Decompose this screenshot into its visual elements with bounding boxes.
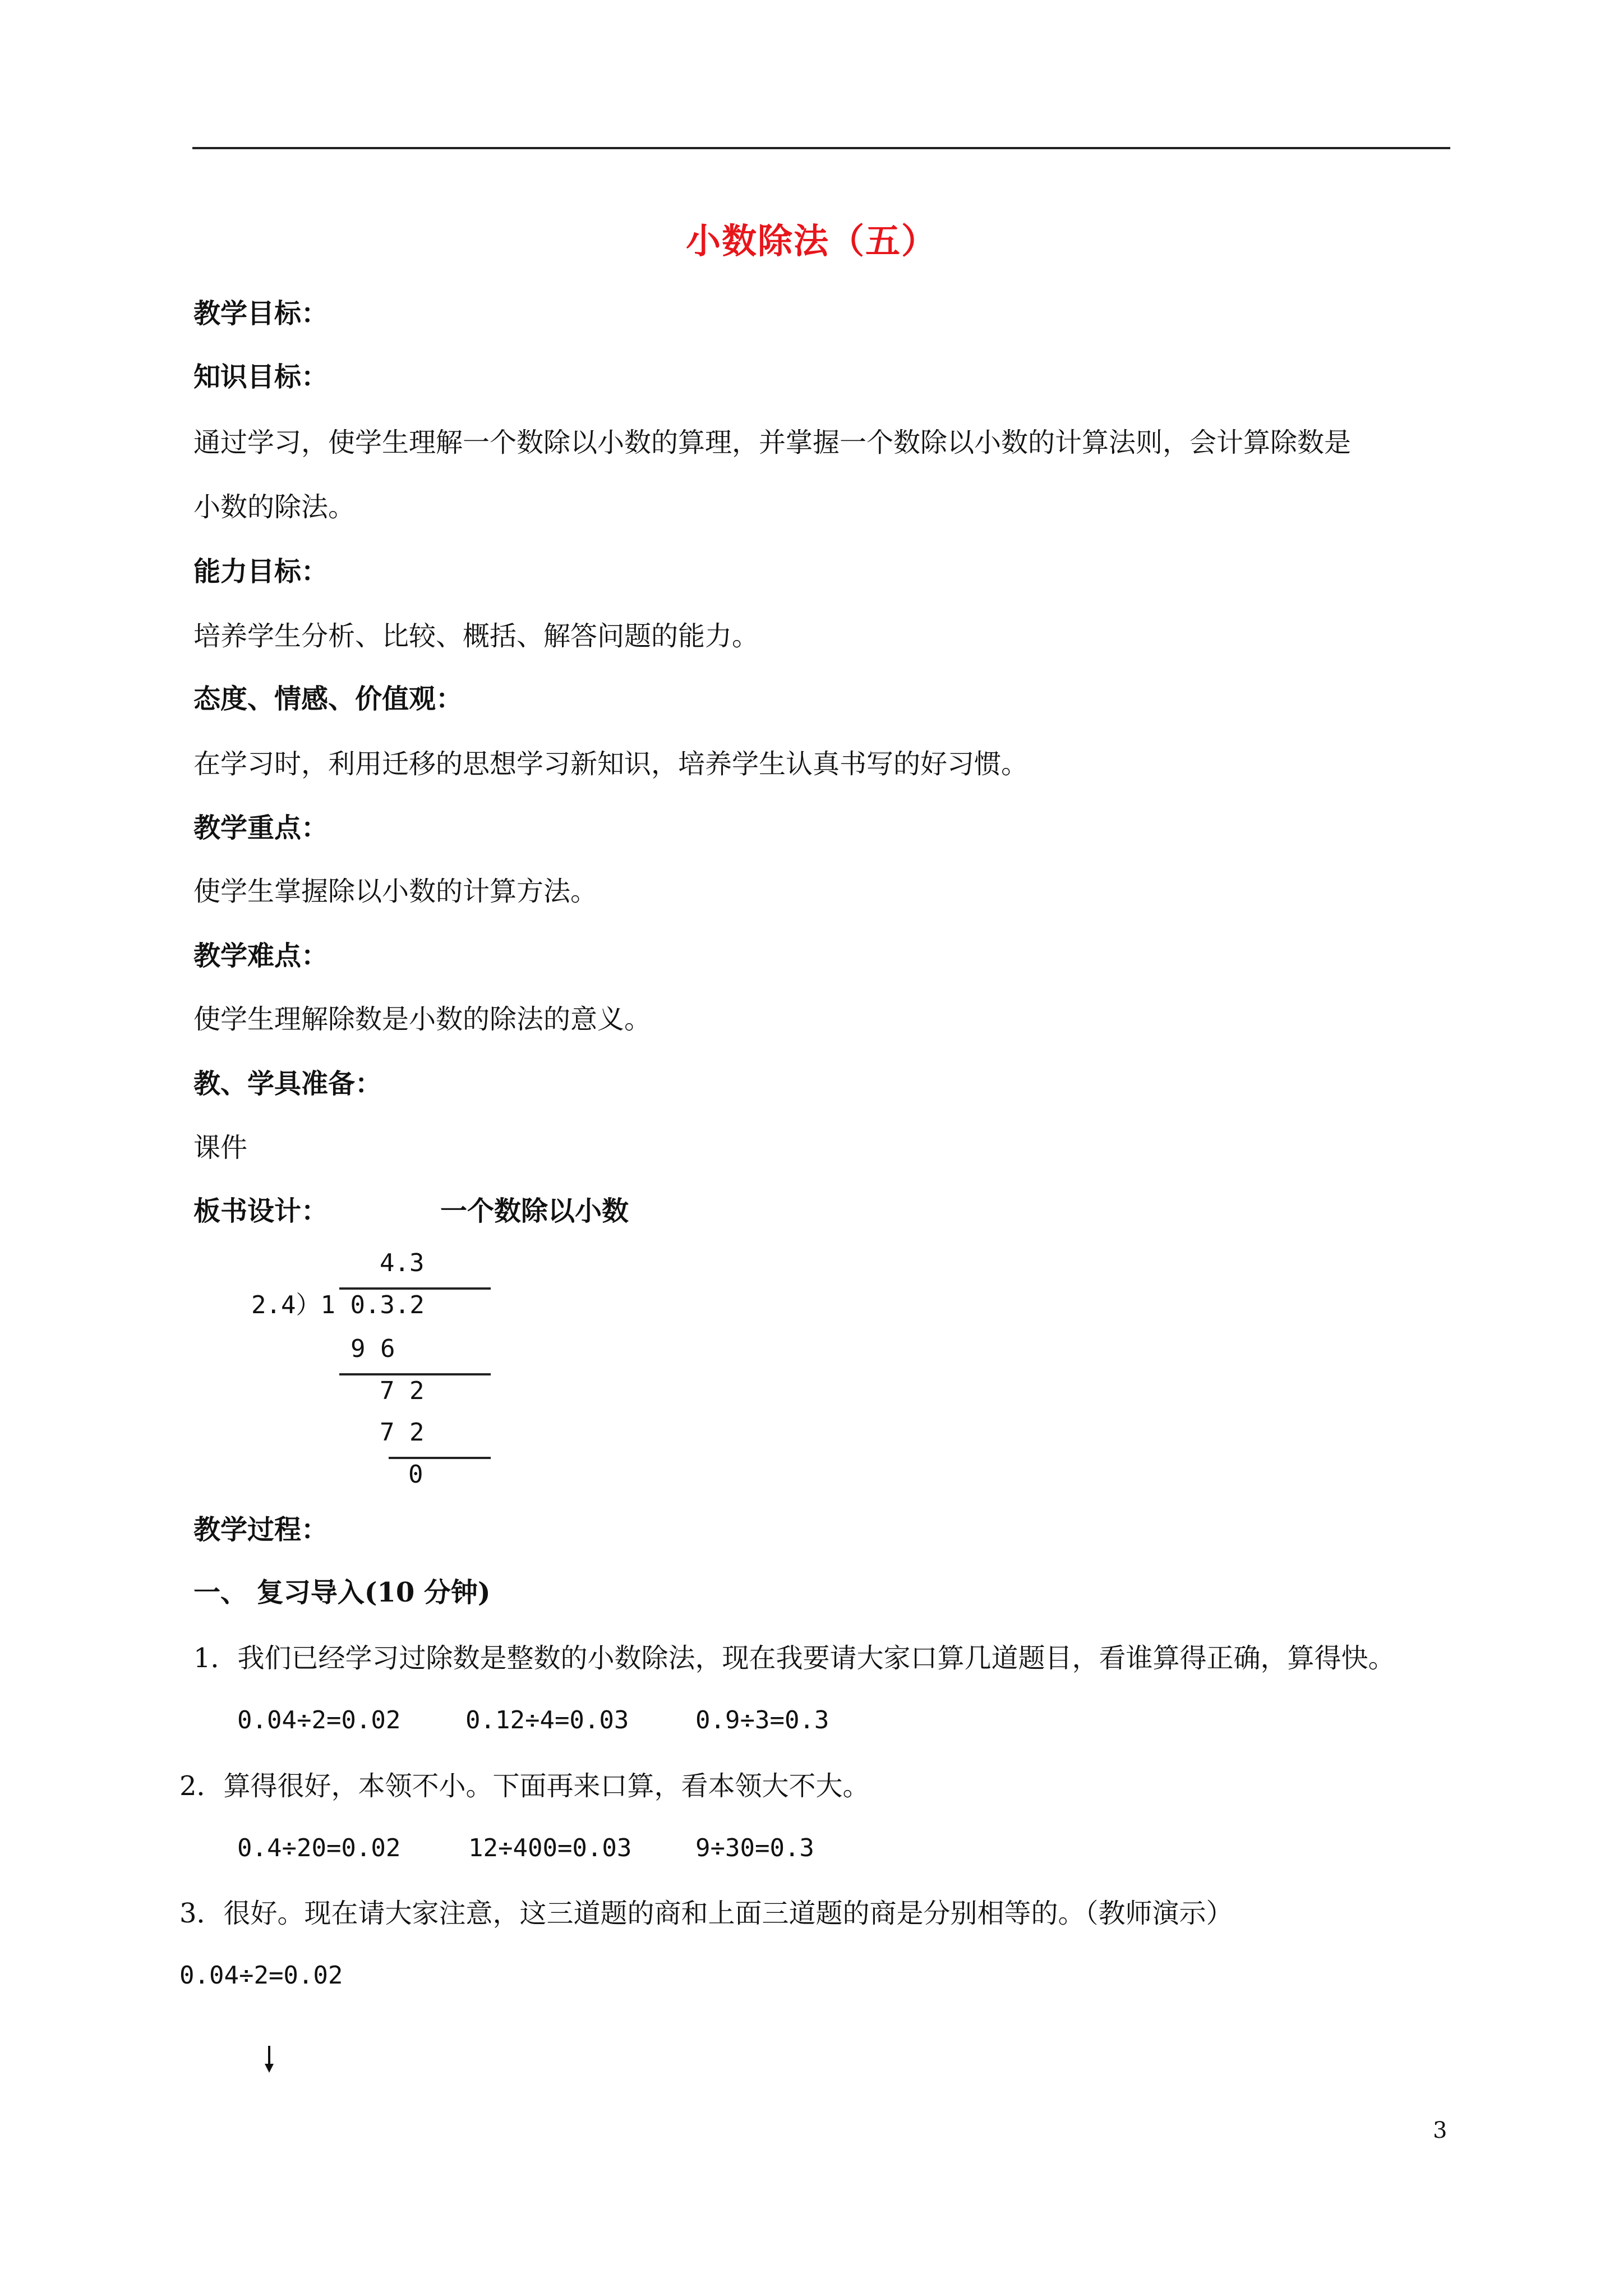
ability-heading: 能力目标： [193, 556, 329, 587]
item1-calc-3: 0.9÷3=0.3 [695, 1706, 829, 1734]
division-remainder1: 7 2 [380, 1377, 425, 1405]
item3-text: 3．很好。现在请大家注意，这三道题的商和上面三道题的商是分别相等的。（教师演示） [179, 1898, 1233, 1929]
division-final-remainder: 0 [408, 1460, 423, 1489]
item2-text: 2．算得很好，本领不小。下面再来口算，看本领大不大。 [179, 1770, 870, 1802]
key-point-text: 使学生掌握除以小数的计算方法。 [193, 876, 598, 907]
tools-heading: 教、学具准备： [193, 1068, 382, 1099]
difficulty-heading: 教学难点： [193, 940, 329, 972]
knowledge-heading: 知识目标： [193, 361, 329, 393]
division-quotient: 4.3 [380, 1249, 425, 1277]
item2-calc-1: 0.4÷20=0.02 [237, 1834, 401, 1862]
arrow-down-icon [262, 2045, 276, 2074]
difficulty-text: 使学生理解除数是小数的除法的意义。 [193, 1004, 652, 1035]
division-step1: 9 6 [351, 1335, 395, 1363]
goals-heading: 教学目标： [193, 298, 329, 329]
process-heading: 教学过程： [193, 1514, 329, 1545]
key-point-heading: 教学重点： [193, 812, 329, 844]
ability-text: 培养学生分析、比较、概括、解答问题的能力。 [193, 620, 759, 652]
knowledge-text-line2: 小数的除法。 [193, 491, 356, 523]
board-heading: 板书设计： [193, 1195, 329, 1227]
division-divisor-dividend: 2.4）1 0.3.2 [251, 1291, 425, 1319]
division-step2: 7 2 [380, 1418, 425, 1447]
item1-calc-2: 0.12÷4=0.03 [465, 1706, 629, 1734]
page-title: 小数除法（五） [685, 220, 937, 261]
demo-equation: 0.04÷2=0.02 [179, 1961, 343, 1990]
tools-text: 课件 [193, 1132, 248, 1163]
header-rule [192, 147, 1450, 149]
item2-calc-3: 9÷30=0.3 [695, 1834, 814, 1862]
attitude-text: 在学习时，利用迁移的思想学习新知识，培养学生认真书写的好习惯。 [193, 748, 1029, 780]
attitude-heading: 态度、情感、价值观： [193, 683, 463, 715]
item1-calc-1: 0.04÷2=0.02 [237, 1706, 401, 1734]
division-rule-2 [389, 1457, 491, 1459]
board-title: 一个数除以小数 [440, 1195, 629, 1227]
page-number: 3 [1433, 2118, 1447, 2143]
division-rule-1 [339, 1373, 491, 1375]
division-bracket-line [339, 1287, 491, 1290]
item2-calc-2: 12÷400=0.03 [468, 1834, 632, 1862]
knowledge-text-line1: 通过学习，使学生理解一个数除以小数的算理，并掌握一个数除以小数的计算法则，会计算除数是 [193, 427, 1352, 458]
item1-text: 1．我们已经学习过除数是整数的小数除法，现在我要请大家口算几道题目，看谁算得正确，算得快。 [193, 1642, 1395, 1674]
review-heading: 一、 复习导入(10 分钟) [193, 1577, 491, 1608]
